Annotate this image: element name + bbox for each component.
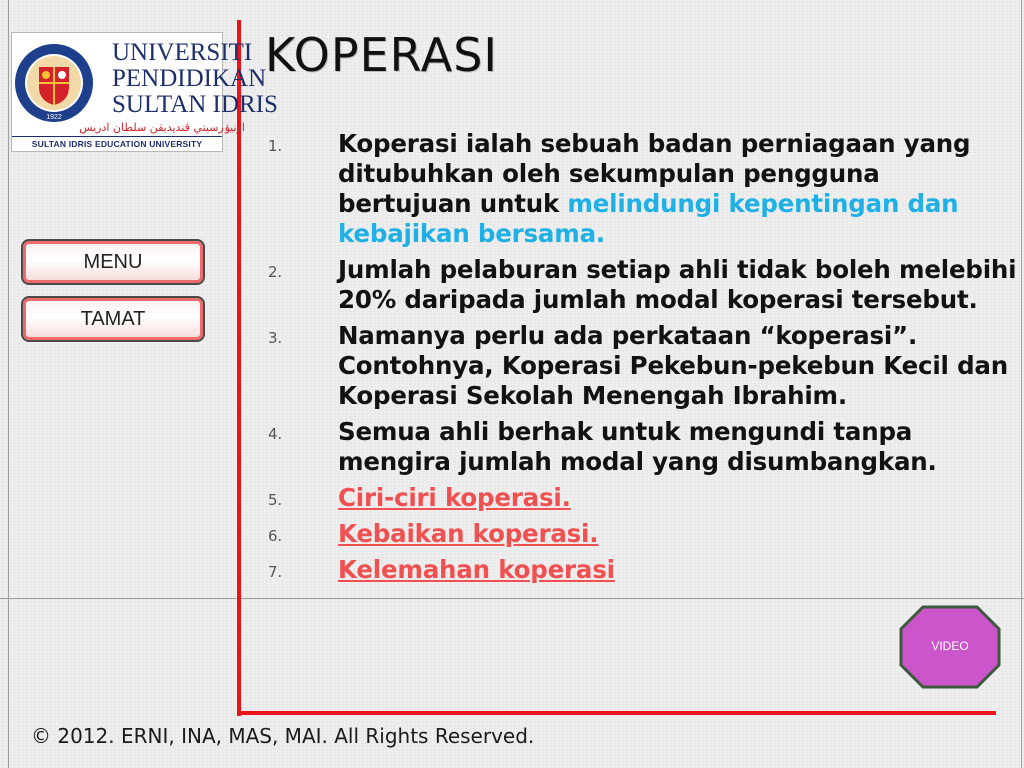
logo-footer-text: SULTAN IDRIS EDUCATION UNIVERSITY xyxy=(12,136,222,151)
koperasi-point-list xyxy=(268,129,1018,591)
logo-name-line3: SULTAN IDRIS xyxy=(112,91,278,118)
list-item-number: 6. xyxy=(268,527,282,545)
divider-line-vertical-left xyxy=(8,0,9,768)
divider-line-horizontal xyxy=(0,598,1024,599)
list-item-text: Namanya perlu ada perkataan “koperasi”. Contohnya, Koperasi Pekebun-pekebun Kecil dan Koperasi Sekolah Menengah Ibrahim. xyxy=(338,321,1008,410)
list-item xyxy=(268,417,1018,477)
list-item-text: Jumlah pelaburan setiap ahli tidak boleh melebihi 20% daripada jumlah modal koperasi tersebut. xyxy=(338,255,1017,314)
list-item xyxy=(268,555,1018,585)
list-item xyxy=(268,483,1018,513)
list-item xyxy=(268,255,1018,315)
logo-jawi-text: اونيۏرسيتي ڤنديديقن سلطان ادريس xyxy=(79,121,245,134)
list-item-text: Koperasi ialah sebuah badan perniagaan yang ditubuhkan oleh sekumpulan pengguna bertujuan untuk xyxy=(338,129,971,218)
list-item-number: 7. xyxy=(268,563,282,581)
list-item xyxy=(268,129,1018,249)
university-seal-icon xyxy=(12,33,278,137)
list-item xyxy=(268,519,1018,549)
video-button-label: VIDEO xyxy=(931,639,969,653)
list-item-text: Semua ahli berhak untuk mengundi tanpa mengira jumlah modal yang disumbangkan. xyxy=(338,417,937,476)
highlighted-text: melindungi kepentingan dan kebajikan bersama. xyxy=(338,189,959,248)
accent-line-horizontal xyxy=(238,711,996,715)
kebaikan-link[interactable]: Kebaikan koperasi. xyxy=(338,519,599,548)
list-item xyxy=(268,321,1018,411)
menu-button[interactable]: MENU xyxy=(21,239,205,285)
list-item-number: 1. xyxy=(268,137,282,155)
list-item-number: 2. xyxy=(268,263,282,281)
list-item-number: 3. xyxy=(268,329,282,347)
slide-title: KOPERASI xyxy=(265,28,498,82)
university-logo xyxy=(11,32,278,152)
divider-line-vertical-right xyxy=(1021,0,1022,768)
ciri-ciri-link[interactable]: Ciri-ciri koperasi. xyxy=(338,483,571,512)
svg-text:1922: 1922 xyxy=(46,114,62,121)
list-item-number: 5. xyxy=(268,491,282,509)
logo-name-line2: PENDIDIKAN xyxy=(112,65,267,92)
tamat-button[interactable]: TAMAT xyxy=(21,296,205,342)
logo-name-line1: UNIVERSITI xyxy=(112,39,253,66)
kelemahan-link[interactable]: Kelemahan koperasi xyxy=(338,555,615,584)
copyright-footer: © 2012. ERNI, INA, MAS, MAI. All Rights Reserved. xyxy=(31,724,535,748)
list-item-number: 4. xyxy=(268,425,282,443)
